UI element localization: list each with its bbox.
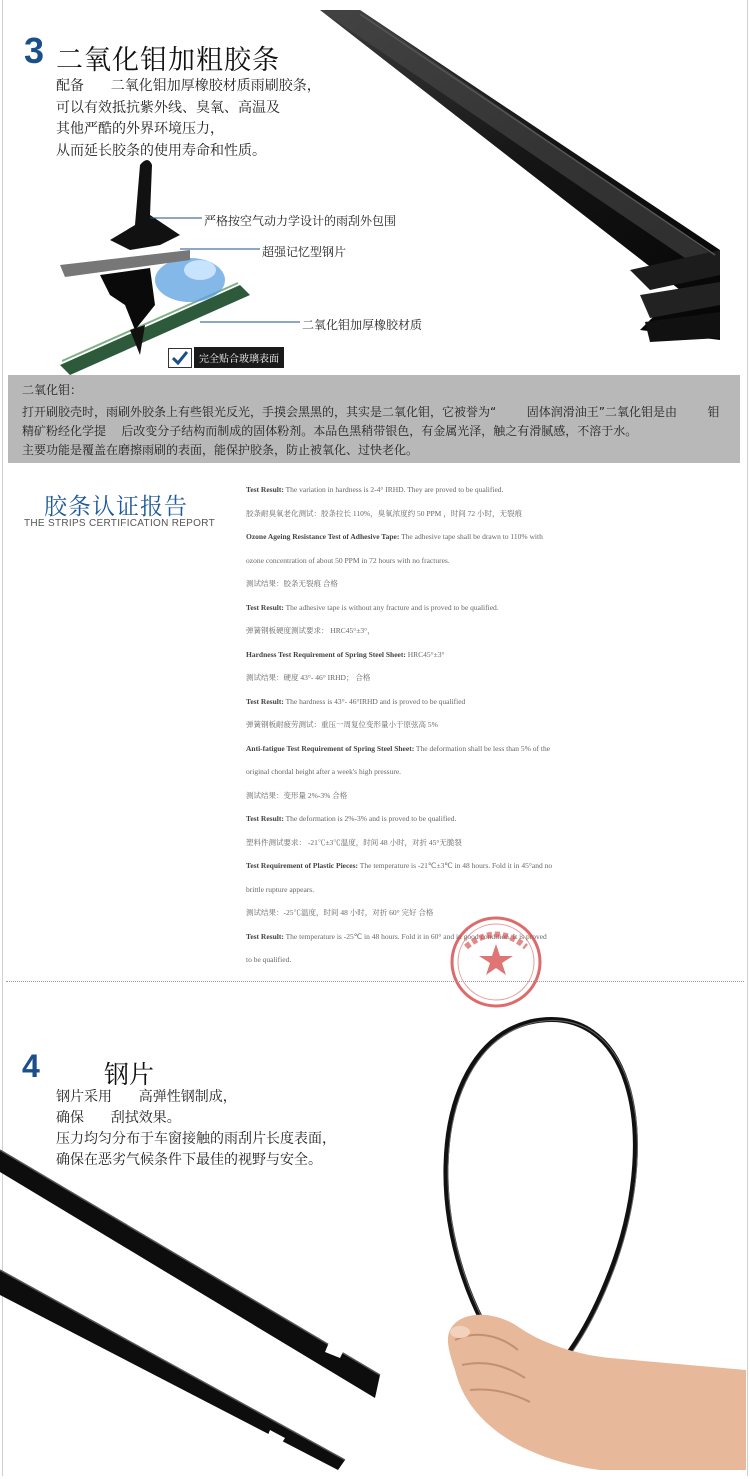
report-line-text: 测试结果：变形量 2%-3% 合格 xyxy=(246,790,348,800)
report-line-text: The temperature is -21℃±3℃ in 48 hours. Fold it in 45°and no xyxy=(358,861,553,870)
section3-desc-line: 其他严酷的外界环境压力， xyxy=(56,121,224,137)
section4-desc-line: 压力均匀分布于车窗接触的雨刮片长度表面， xyxy=(56,1131,336,1147)
report-line xyxy=(246,625,686,649)
report-line-text: to be qualified. xyxy=(246,955,292,964)
report-line xyxy=(246,578,686,602)
report-line-label: Test Result: xyxy=(246,696,284,706)
report-line-text: 测试结果：胶条无裂痕 合格 xyxy=(246,579,338,588)
report-line-text: The adhesive tape is without any fracture and is proved to be qualified. xyxy=(283,602,499,612)
report-line xyxy=(246,766,686,790)
leader-lines xyxy=(0,0,750,360)
fit-glass-badge xyxy=(168,347,284,368)
report-line xyxy=(246,860,686,884)
report-line xyxy=(246,837,686,861)
report-line xyxy=(246,884,686,908)
report-line xyxy=(246,508,686,532)
label-steel-sheet: 超强记忆型钢片 xyxy=(262,245,347,259)
report-line-label: Test Result: xyxy=(246,485,284,494)
report-line-text: original chordal height after a week's high pressure. xyxy=(246,767,402,776)
report-line-text: 测试结果：硬度 43°- 46° IRHD； 合格 xyxy=(246,673,371,682)
report-line-text: The variation in hardness is 2-4° IRHD. They are proved to be qualified. xyxy=(283,485,504,494)
info-line: 精矿粉经化学提 后改变分子结构而制成的固体粉剂。本品色黑稍带银色，有金属光泽，触之有滑腻感，不溶于水。 xyxy=(22,424,638,438)
report-line-text: The adhesive tape shall be drawn to 110% with xyxy=(399,532,543,541)
report-line-text: The deformation shall be less than 5% of the xyxy=(414,743,551,753)
report-line-label: Test Result: xyxy=(246,602,284,612)
report-line-text: HRC45°±3° xyxy=(405,649,445,659)
report-line xyxy=(246,531,686,555)
steel-strips-image xyxy=(0,1130,400,1470)
report-line-label: Test Result: xyxy=(246,931,284,941)
section4-number: 4 xyxy=(22,1048,40,1084)
fit-glass-label: 完全贴合玻璃表面 xyxy=(194,347,284,368)
report-line xyxy=(246,602,686,626)
report-line xyxy=(246,743,686,767)
section3-desc-line: 可以有效抵抗紫外线、臭氧、高温及 xyxy=(56,99,280,116)
report-line xyxy=(246,719,686,743)
report-line-text: 弹簧钢板硬度测试要求： HRC45°±3°， xyxy=(246,626,375,635)
section-divider xyxy=(6,981,744,982)
report-line xyxy=(246,672,686,696)
section3-number: 3 xyxy=(24,30,45,71)
info-line: 打开刷胶壳时，雨刷外胶条上有些银光反光，手摸会黑黑的，其实是二氧化钼，它被誉为“ 固体润滑油王”二氧化钼是由 钼 xyxy=(22,405,720,419)
label-rubber-material: 二氧化钼加厚橡胶材质 xyxy=(302,318,423,332)
report-line-label: Test Result: xyxy=(246,814,284,823)
red-seal-stamp xyxy=(446,912,546,1012)
report-line xyxy=(246,813,686,837)
report-line xyxy=(246,649,686,673)
report-line-label: Hardness Test Requirement of Spring Steel Sheet: xyxy=(246,649,406,659)
report-line xyxy=(246,484,686,508)
info-line: 主要功能是覆盖在磨擦雨刷的表面，能保护胶条，防止被氧化、过快老化。 xyxy=(22,443,419,457)
report-line-label: Anti-fatigue Test Requirement of Spring Steel Sheet: xyxy=(246,743,415,753)
report-line-label: Test Requirement of Plastic Pieces: xyxy=(246,861,359,870)
report-line-text: The temperature is -25℃ in 48 hours. Fold it in 60° and in good condition. It is proved xyxy=(283,931,547,941)
checkmark-icon xyxy=(168,348,192,368)
section3-desc-line: 配备 二氧化钼加厚橡胶材质雨刷胶条， xyxy=(56,78,321,94)
section3-desc-line: 从而延长胶条的使用寿命和性质。 xyxy=(56,142,266,159)
section4-title: 钢片 xyxy=(104,1060,155,1089)
report-line xyxy=(246,790,686,814)
cert-title: 胶条认证报告 xyxy=(44,494,188,520)
report-line-text: The deformation is 2%-3% and is proved to be qualified. xyxy=(283,814,457,823)
report-line-text: 弹簧钢板耐疲劳测试：重压一周复位变形量小于原弦高 5% xyxy=(246,720,438,729)
label-outer-cover: 严格按空气动力学设计的雨刮外包围 xyxy=(204,214,397,228)
report-line-text: 胶条耐臭氧老化测试：胶条拉长 110%，臭氧浓度约 50 PPM ，时间 72 小时，无裂痕 xyxy=(246,508,522,518)
hand-steel-loop-image xyxy=(400,1010,746,1470)
report-line-text: 塑料件测试要求： -21℃±3℃温度，时间 48 小时，对折 45°无脆裂 xyxy=(246,837,462,847)
section3-title: 二氧化钼加粗胶条 xyxy=(56,45,280,76)
section4-desc-line: 确保 刮拭效果。 xyxy=(56,1110,181,1126)
cert-subtitle: THE STRIPS CERTIFICATION REPORT xyxy=(24,518,215,529)
molybdenum-info-box xyxy=(8,375,740,463)
report-line-text: 测试结果：-25℃温度，时间 48 小时，对折 60° 完好 合格 xyxy=(246,908,434,917)
certification-report xyxy=(246,484,686,978)
section4-desc-line: 钢片采用 高弹性钢制成， xyxy=(56,1089,237,1105)
report-line xyxy=(246,555,686,579)
section4-desc-line: 确保在恶劣气候条件下最佳的视野与安全。 xyxy=(56,1152,322,1168)
report-line-text: The hardness is 43°- 46°IRHD and is proved to be qualified xyxy=(283,696,466,706)
report-line-text: ozone concentration of about 50 PPM in 72 hours with no fractures. xyxy=(246,555,450,565)
report-line-text: brittle rupture appears. xyxy=(246,884,315,894)
report-line-label: Ozone Ageing Resistance Test of Adhesive Tape: xyxy=(246,532,400,541)
info-title: 二氧化钼： xyxy=(22,383,83,397)
report-line xyxy=(246,696,686,720)
